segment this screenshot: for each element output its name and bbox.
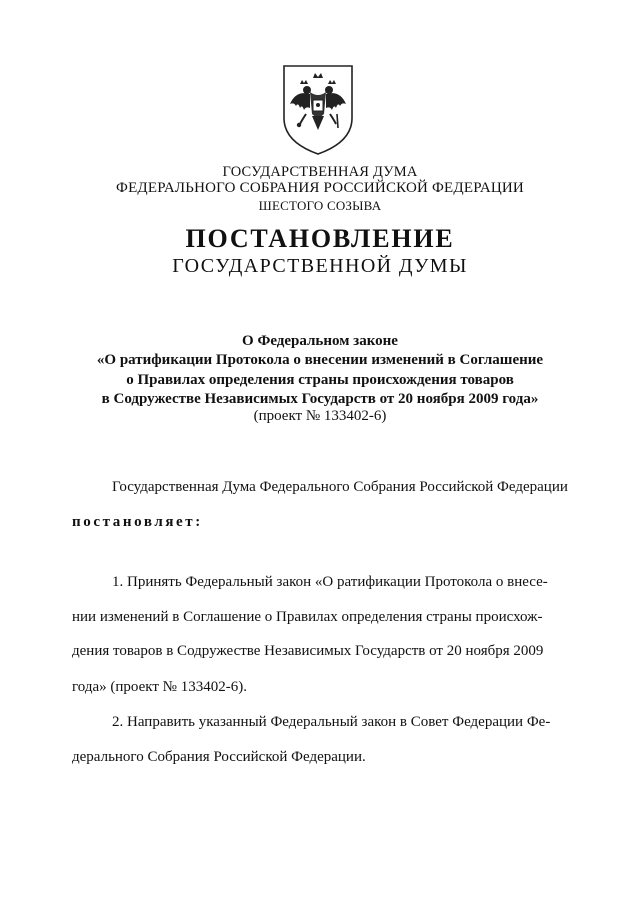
coat-of-arms-emblem <box>280 64 356 156</box>
org-line-1: ГОСУДАРСТВЕННАЯ ДУМА <box>222 164 418 180</box>
org-line-2: ФЕДЕРАЛЬНОГО СОБРАНИЯ РОССИЙСКОЙ ФЕДЕРАЦИИ <box>116 180 524 196</box>
project-number: (проект № 133402-6) <box>253 408 387 424</box>
item-1-line: 1. Принять Федеральный закон «О ратификации Протокола о внесе- <box>112 574 548 590</box>
item-2-line: 2. Направить указанный Федеральный закон в Совет Федерации Фе- <box>112 714 551 730</box>
item-1-line: дения товаров в Содружестве Независимых Государств от 20 ноября 2009 <box>72 643 544 659</box>
org-line-3: ШЕСТОГО СОЗЫВА <box>258 198 382 213</box>
subject-line-3: о Правилах определения страны происхождения товаров <box>126 372 514 388</box>
subject-line-1: О Федеральном законе <box>242 333 398 349</box>
document-issuer: ГОСУДАРСТВЕННОЙ ДУМЫ <box>172 255 468 277</box>
preamble-text: Государственная Дума Федерального Собрания Российской Федерации <box>112 479 568 495</box>
russian-coat-of-arms-icon <box>280 64 356 156</box>
subject-line-4: в Содружестве Независимых Государств от 20 ноября 2009 года» <box>101 391 539 407</box>
item-1-line: года» (проект № 133402-6). <box>72 679 247 695</box>
document-type-title: ПОСТАНОВЛЕНИЕ <box>185 224 455 253</box>
resolves-heading: постановляет: <box>72 514 203 530</box>
item-1-line: нии изменений в Соглашение о Правилах определения страны происхож- <box>72 609 543 625</box>
subject-line-2: «О ратификации Протокола о внесении изменений в Соглашение <box>96 352 544 368</box>
item-2-line: дерального Собрания Российской Федерации. <box>72 749 366 765</box>
